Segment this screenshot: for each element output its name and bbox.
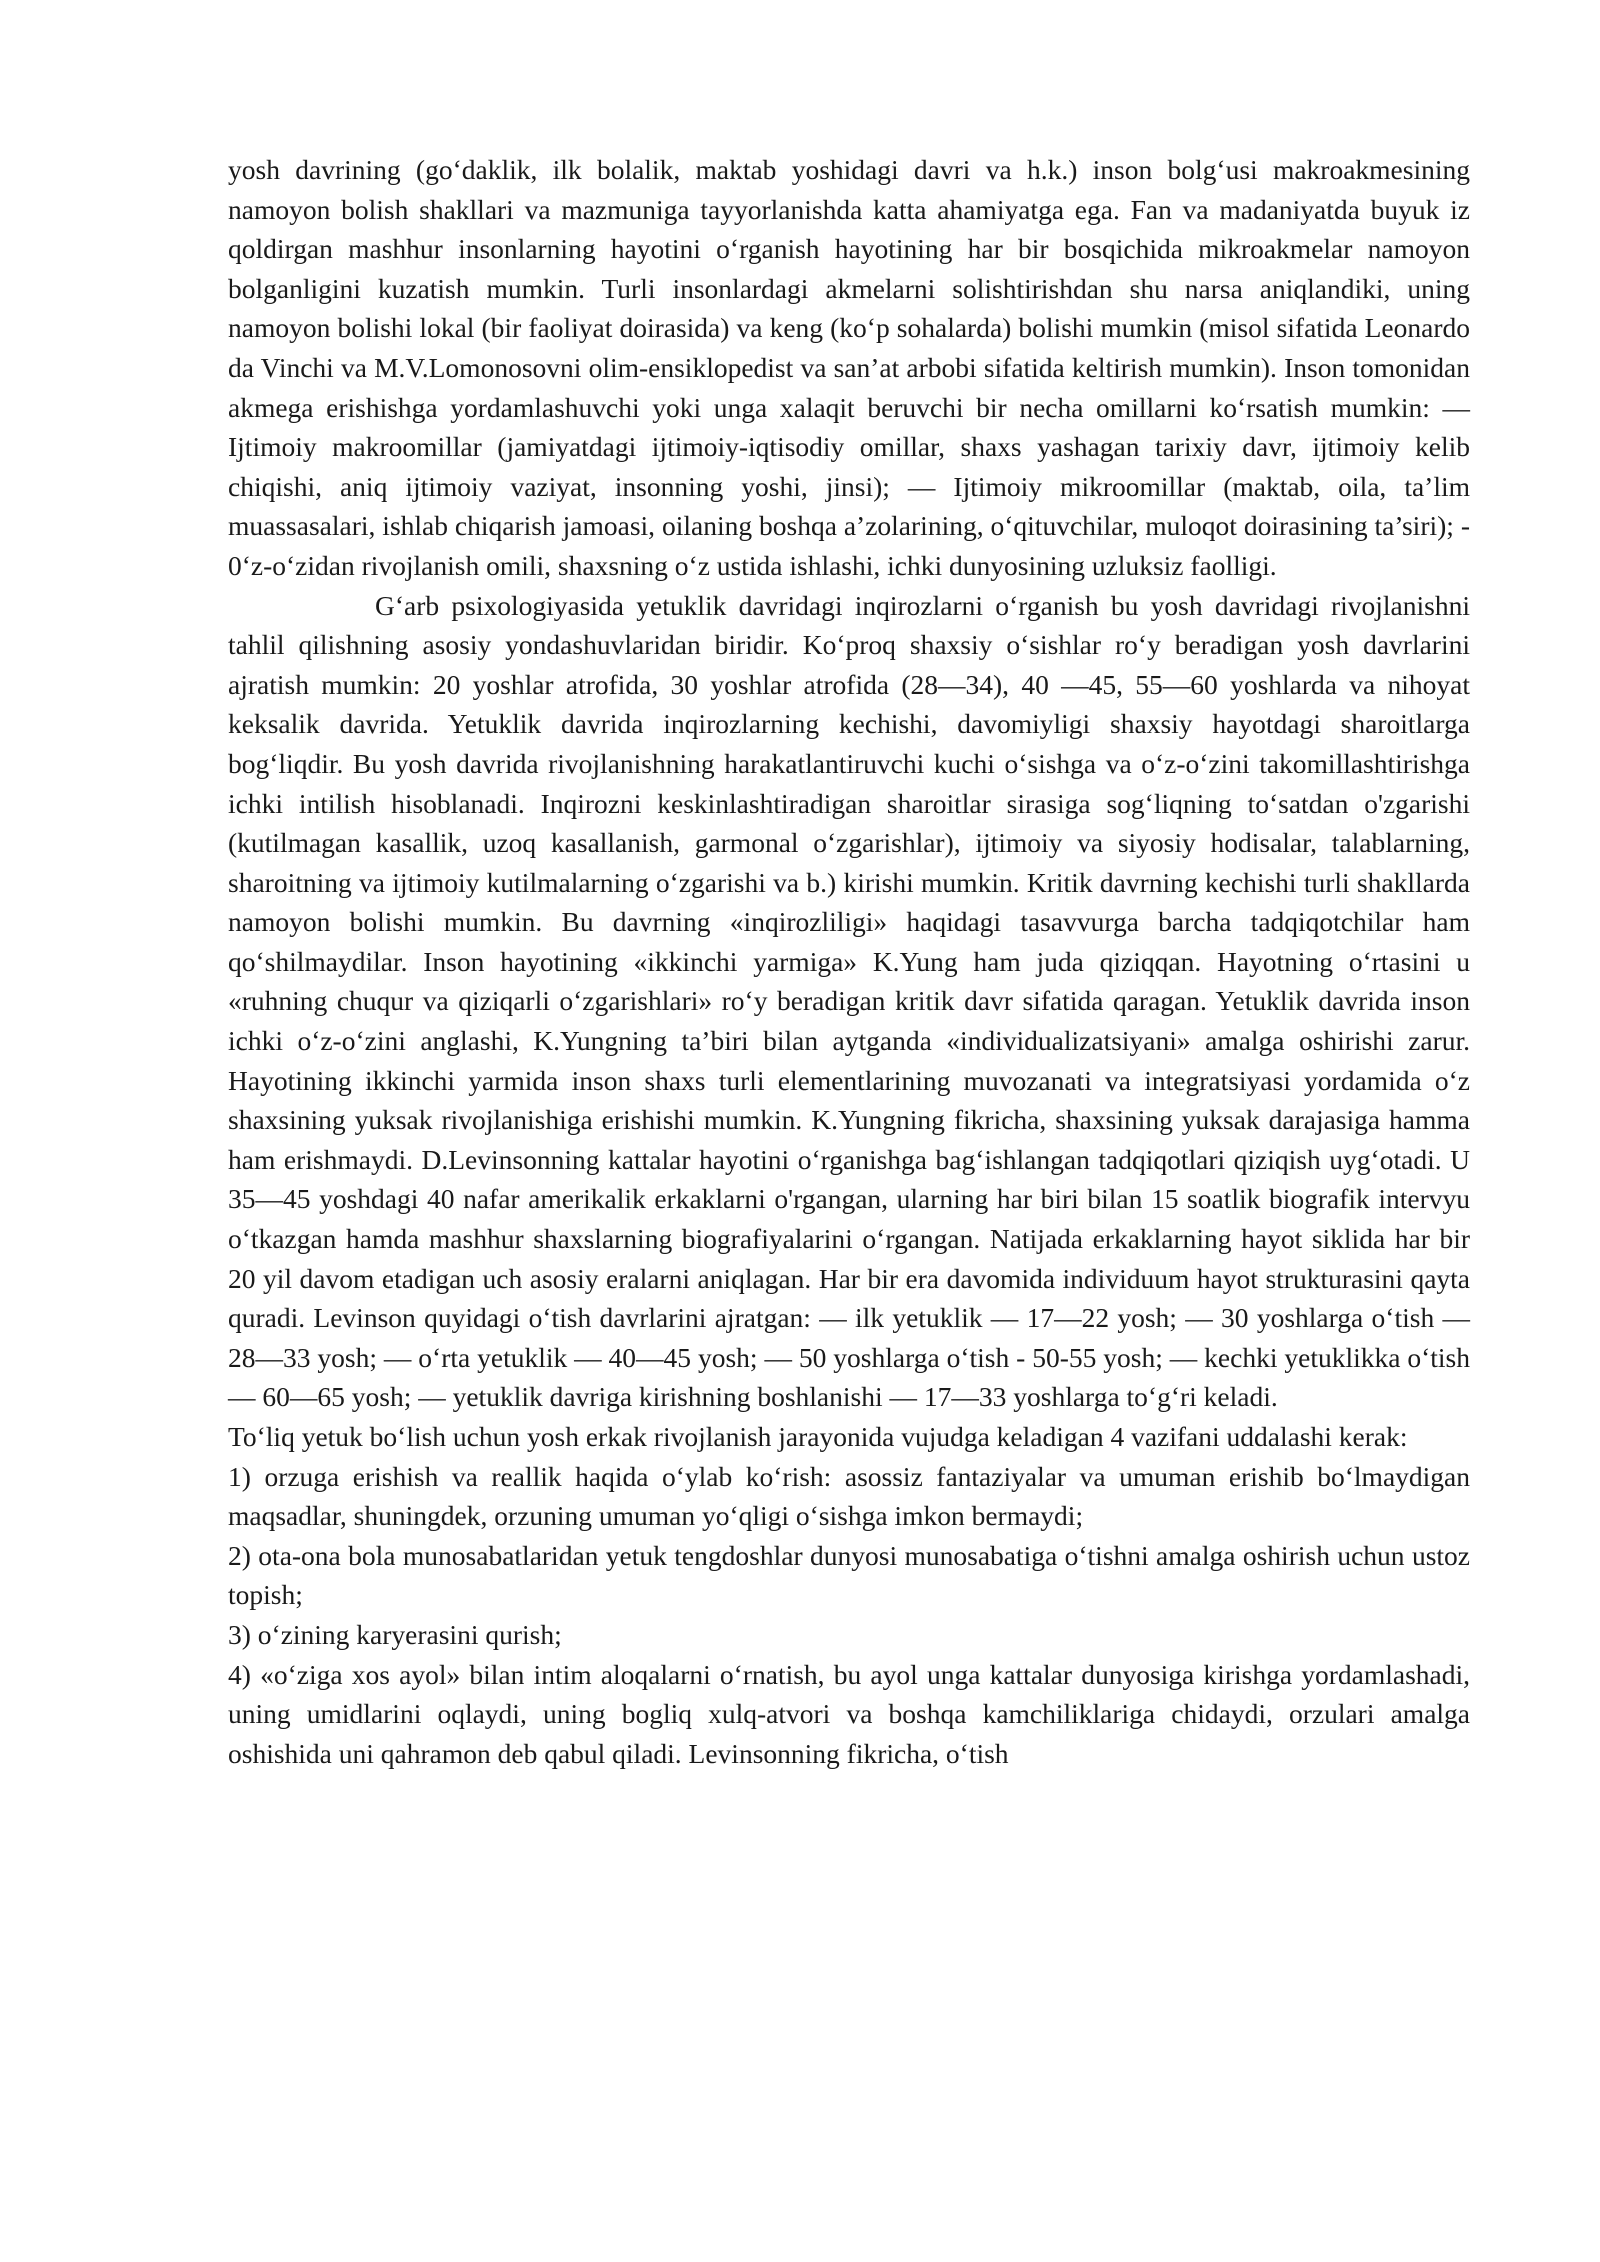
document-body	[228, 150, 1470, 1773]
paragraph-akme-factors: yosh davrining (go‘daklik, ilk bolalik, maktab yoshidagi davri va h.k.) inson bolg‘usi makroakmesining namoyon bolish shakllari va mazmuniga tayyorlanishda katta ahamiyatga ega. Fan va madaniyatda buyuk iz qoldirgan mashhur insonlarning hayotini o‘rganish hayotining har bir bosqichida mikroakmelar namoyon bolganligini kuzatish mumkin. Turli insonlardagi akmelarni solishtirishdan shu narsa aniqlandiki, uning namoyon bolishi lokal (bir faoliyat doirasida) va keng (ko‘p sohalarda) bolishi mumkin (misol sifatida Leonardo da Vinchi va M.V.Lomonosovni olim-ensiklopedist va san’at arbobi sifatida keltirish mumkin). Inson tomonidan akmega erishishga yordamlashuvchi yoki unga xalaqit beruvchi bir necha omillarni ko‘rsatish mumkin: — Ijtimoiy makroomillar (jamiyatdagi ijtimoiy-iqtisodiy omillar, shaxs yashagan tarixiy davr, ijtimoiy kelib chiqishi, aniq ijtimoiy vaziyat, insonning yoshi, jinsi); — Ijtimoiy mikroomillar (maktab, oila, ta’lim muassasalari, ishlab chiqarish jamoasi, oilaning boshqa a’zolarining, o‘qituvchilar, muloqot doirasining ta’siri); - 0‘z-o‘zidan rivojlanish omili, shaxsning o‘z ustida ishlashi, ichki dunyosining uzluksiz faolligi.	[228, 154, 1470, 581]
list-item-task-1: 1) orzuga erishish va reallik haqida o‘ylab ko‘rish: asossiz fantaziyalar va umuman erishib bo‘lmaydigan maqsadlar, shuningdek, orzuning umuman yo‘qligi o‘sishga imkon bermaydi;	[228, 1460, 1470, 1532]
list-item-task-2: 2) ota-ona bola munosabatlaridan yetuk tengdoshlar dunyosi munosabatiga o‘tishni amalga oshirish uchun ustoz topish;	[228, 1539, 1470, 1611]
list-item-task-3: 3) o‘zining karyerasini qurish;	[228, 1618, 562, 1650]
paragraph-four-tasks-intro: To‘liq yetuk bo‘lish uchun yosh erkak rivojlanish jarayonida vujudga keladigan 4 vazifani uddalashi kerak:	[228, 1421, 1408, 1452]
paragraph-adulthood-crises: G‘arb psixologiyasida yetuklik davridagi inqirozlarni o‘rganish bu yosh davridagi rivojlanishni tahlil qilishning asosiy yondashuvlaridan biridir. Ko‘proq shaxsiy o‘sishlar ro‘y beradigan yosh davrlarini ajratish mumkin: 20 yoshlar atrofida, 30 yoshlar atrofida (28—34), 40 —45, 55—60 yoshlarda va nihoyat keksalik davrida. Yetuklik davrida inqirozlarning kechishi, davomiyligi shaxsiy hayotdagi sharoitlarga bog‘liqdir. Bu yosh davrida rivojlanishning harakatlantiruvchi kuchi o‘sishga va o‘z-o‘zini takomillashtirishga ichki intilish hisoblanadi. Inqirozni keskinlashtiradigan sharoitlar sirasiga sog‘liqning to‘satdan o'zgarishi (kutilmagan kasallik, uzoq kasallanish, garmonal o‘zgarishlar), ijtimoiy va siyosiy hodisalar, talablarning, sharoitning va ijtimoiy kutilmalarning o‘zgarishi va b.) kirishi mumkin. Kritik davrning kechishi turli shakllarda namoyon bolishi mumkin. Bu davrning «inqirozliligi» haqidagi tasavvurga barcha tadqiqotchilar ham qo‘shilmaydilar. Inson hayotining «ikkinchi yarmiga» K.Yung ham juda qiziqqan. Hayotning o‘rtasini u «ruhning chuqur va qiziqarli o‘zgarishlari» ro‘y beradigan kritik davr sifatida qaragan. Yetuklik davrida inson ichki o‘z-o‘zini anglashi, K.Yungning ta’biri bilan aytganda «individualizatsiyani» amalga oshirishi zarur. Hayotining ikkinchi yarmida inson shaxs turli elementlarining muvozanati va integratsiyasi yordamida o‘z shaxsining yuksak rivojlanishiga erishishi mumkin. K.Yungning fikricha, shaxsining yuksak darajasiga hamma ham erishmaydi. D.Levinsonning kattalar hayotini o‘rganishga bag‘ishlangan tadqiqotlari qiziqish uyg‘otadi. U 35—45 yoshdagi 40 nafar amerikalik erkaklarni o'rgangan, ularning har biri bilan 15 soatlik biografik intervyu o‘tkazgan hamda mashhur shaxslarning biografiyalarini o‘rgangan. Natijada erkaklarning hayot siklida har bir 20 yil davom etadigan uch asosiy eralarni aniqlagan. Har bir era davomida individuum hayot strukturasini qayta quradi. Levinson quyidagi o‘tish davrlarini ajratgan: — ilk yetuklik — 17—22 yosh; — 30 yoshlarga o‘tish — 28—33 yosh; — o‘rta yetuklik — 40—45 yosh; — 50 yoshlarga o‘tish - 50-55 yosh; — kechki yetuklikka o‘tish — 60—65 yosh; — yetuklik davriga kirishning boshlanishi — 17—33 yoshlarga to‘g‘ri keladi.	[228, 589, 1470, 1413]
list-item-task-4: 4) «o‘ziga xos ayol» bilan intim aloqalarni o‘rnatish, bu ayol unga kattalar dunyosiga kirishga yordamlashadi, uning umidlarini oqlaydi, uning bogliq xulq-atvori va boshqa kamchiliklariga chidaydi, orzulari amalga oshishida uni qahramon deb qabul qiladi. Levinsonning fikricha, o‘tish	[228, 1658, 1470, 1769]
